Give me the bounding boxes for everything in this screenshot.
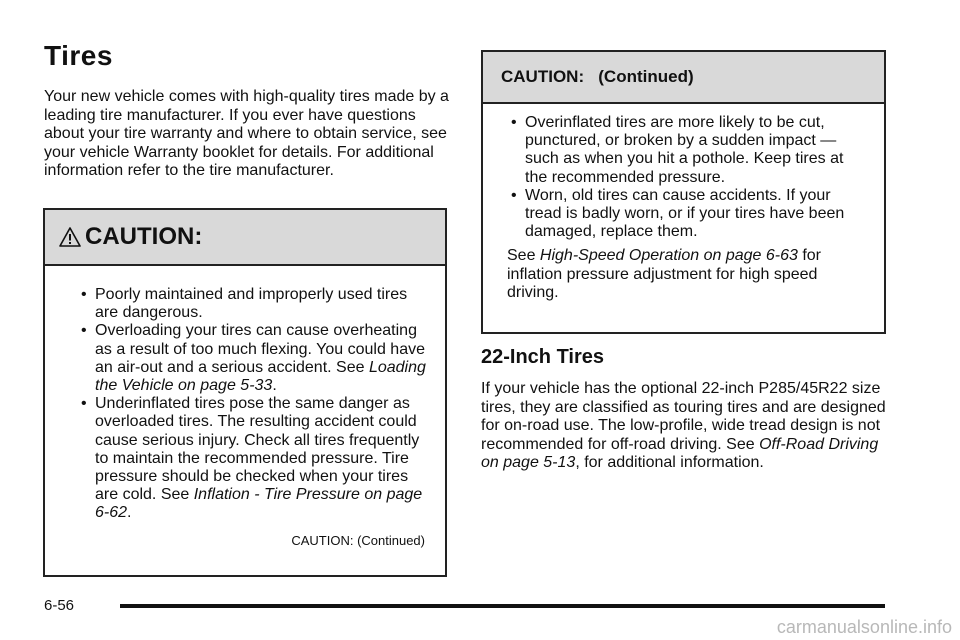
caution-header-text: CAUTION: (Continued) [501, 67, 694, 86]
caution-header-right [483, 52, 884, 104]
note-paragraph: See High-Speed Operation on page 6-63 for inflation pressure adjustment for high speed driving. [507, 247, 822, 301]
cross-reference: Loading the Vehicle on page 5-33 [95, 358, 426, 395]
caution-header-text: CAUTION: [85, 223, 203, 250]
intro-paragraph: Your new vehicle comes with high-quality tires made by a leading tire manufacturer. If you ever have questions about your tire warranty and where to obtain service, see your vehicle Warranty booklet for details. For additional information refer to the tire manufacturer. [44, 88, 449, 179]
list-item: • Overloading your tires can cause overheating as a result of too much flexing. You could have an air-out and a serious accident. See Loading the Vehicle on page 5-33. [73, 322, 429, 395]
caution-box-left [43, 208, 447, 577]
page-title: Tires [44, 40, 113, 71]
cross-reference: Off-Road Driving on page 5-13 [481, 435, 879, 471]
caution-header-left [45, 210, 445, 266]
cross-reference: Inflation - Tire Pressure on page 6-62 [95, 486, 423, 522]
page-number: 6-56 [44, 597, 75, 614]
list-item: • Worn, old tires can cause accidents. If your tread is badly worn, or if your tires have been damaged, replace them. [503, 187, 870, 242]
caution-body-left [45, 266, 445, 548]
list-item: • Poorly maintained and improperly used tires are dangerous. [73, 286, 429, 322]
list-item: • Overinflated tires are more likely to be cut, punctured, or broken by a sudden impact — such as when you hit a pothole. Keep tires at the recommended pressure. [503, 114, 870, 187]
caution-list-left [73, 286, 429, 523]
section-heading: 22-Inch Tires [481, 346, 605, 368]
watermark: carmanualsonline.info [776, 617, 952, 637]
cross-reference: High-Speed Operation on page 6-63 [539, 247, 798, 265]
caution-list-right [503, 114, 870, 241]
warning-triangle-icon [59, 226, 81, 248]
section-body: If your vehicle has the optional 22-inch P285/45R22 size tires, they are classified as touring tires and are designed for on-road use. The low-profile, wide tread design is not recommended for off-road driving. See Off-Road Driving on page 5-13, for additional information. [481, 380, 886, 471]
footer-rule [120, 604, 885, 608]
list-item: • Underinflated tires pose the same danger as overloaded tires. The resulting accident could cause serious injury. Check all tires frequently to maintain the recommended pressure. Tire pressure should be checked when your tires are cold. See Inflation - Tire Pressure on page 6-62. [73, 395, 429, 522]
caution-body-right [483, 104, 884, 302]
caution-box-right [481, 50, 886, 334]
continued-note: CAUTION: (Continued) [291, 532, 425, 548]
